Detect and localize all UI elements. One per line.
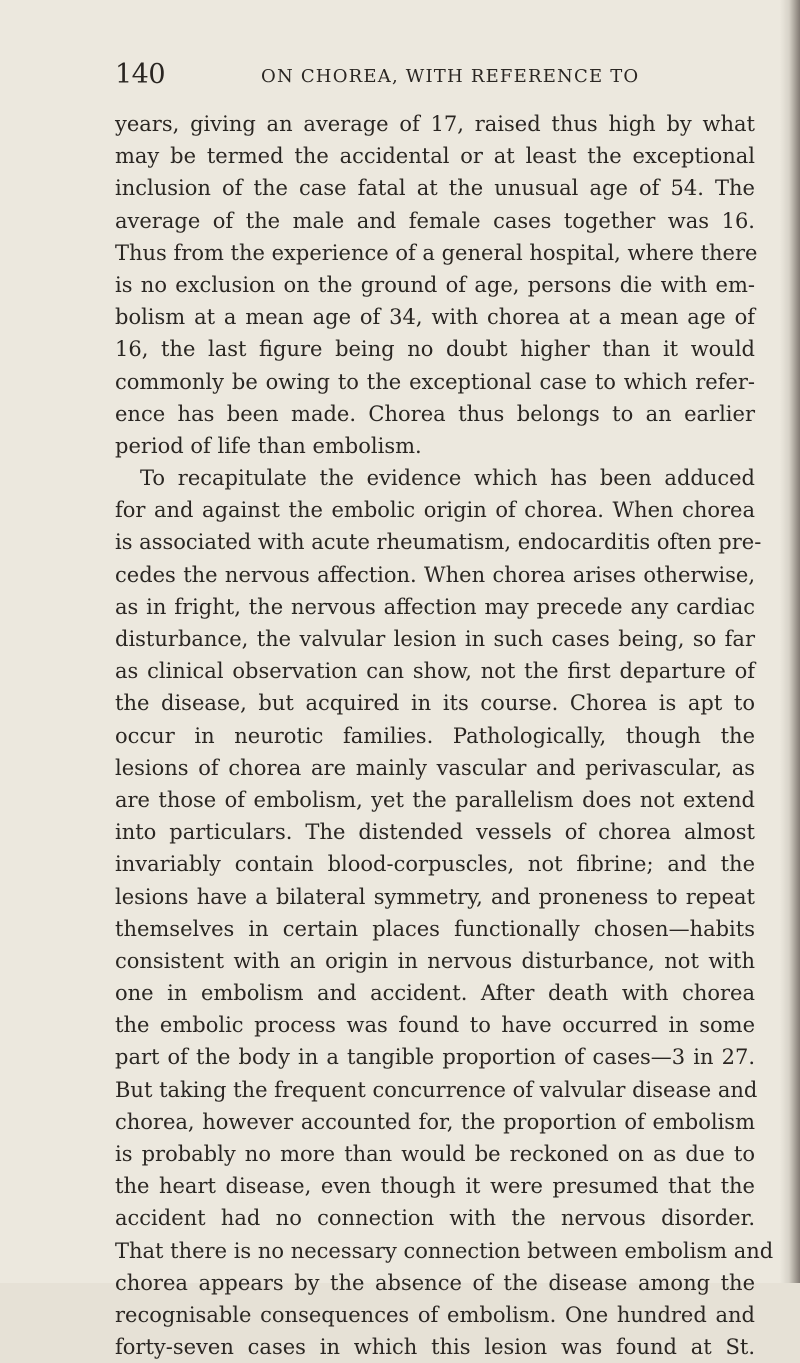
text-line: forty-seven cases in which this lesion was found at St. [115,1335,755,1360]
text-line: the heart disease, even though it were presumed that the [115,1174,755,1199]
text-line: as clinical observation can show, not the first departure of [115,659,755,684]
text-line: consistent with an origin in nervous disturbance, not with [115,948,755,973]
text-line: occur in neurotic families. Pathologically, though the [115,723,755,748]
text-line: chorea, however accounted for, the proportion of embolism [115,1109,755,1134]
paragraph-first-line: To recapitulate the evidence which has been adduced [140,466,755,491]
text-line: as in fright, the nervous affection may precede any cardiac [115,594,755,619]
page-edge-shadow [780,0,800,1283]
text-line: themselves in certain places functionally chosen—habits [115,916,755,941]
text-line: bolism at a mean age of 34, with chorea at a mean age of [115,305,755,330]
text-line: for and against the embolic origin of chorea. When chorea [115,498,755,523]
text-line: accident had no connection with the nervous disorder. [115,1206,755,1231]
text-line: is probably no more than would be reckoned on as due to [115,1142,755,1166]
text-line: ence has been made. Chorea thus belongs to an earlier [115,401,755,426]
text-line: 16, the last figure being no doubt higher than it would [115,337,755,362]
text-line: inclusion of the case fatal at the unusual age of 54. The [115,176,755,201]
text-line: That there is no necessary connection between embolism and [115,1238,774,1263]
text-line: part of the body in a tangible proportion of cases—3 in 27. [115,1045,755,1070]
text-line: is no exclusion on the ground of age, persons die with em- [115,272,755,297]
text-line: the disease, but acquired in its course. Chorea is apt to [115,691,755,716]
text-line: commonly be owing to the exceptional case to which refer- [115,369,755,394]
text-line: cedes the nervous affection. When chorea arises otherwise, [115,562,755,587]
text-line: are those of embolism, yet the parallelism does not extend [115,787,755,812]
page-header [115,58,755,92]
text-line: one in embolism and accident. After death with chorea [115,981,755,1006]
text-line: lesions of chorea are mainly vascular and perivascular, as [115,755,755,780]
text-line: period of life than embolism. [115,433,422,458]
text-line: may be termed the accidental or at least the exceptional [115,144,755,169]
text-line: is associated with acute rheumatism, endocarditis often pre- [115,530,762,555]
running-title: ON CHOREA, WITH REFERENCE TO [261,66,640,87]
text-line: But taking the frequent concurrence of valvular disease and [115,1077,758,1102]
page-number: 140 [115,59,166,90]
text-line: years, giving an average of 17, raised thus high by what [115,112,755,136]
body-text [115,108,774,1363]
text-line: invariably contain blood-corpuscles, not fibrine; and the [115,852,755,877]
text-line: recognisable consequences of embolism. One hundred and [115,1302,755,1327]
text-line: into particulars. The distended vessels of chorea almost [115,820,755,845]
text-line: chorea appears by the absence of the disease among the [115,1270,755,1295]
text-line: the embolic process was found to have occurred in some [115,1013,755,1038]
text-line: disturbance, the valvular lesion in such cases being, so far [115,627,755,651]
text-line: Thus from the experience of a general hospital, where there [115,240,758,265]
text-line: lesions have a bilateral symmetry, and proneness to repeat [115,884,755,909]
text-line: average of the male and female cases together was 16. [115,208,755,233]
